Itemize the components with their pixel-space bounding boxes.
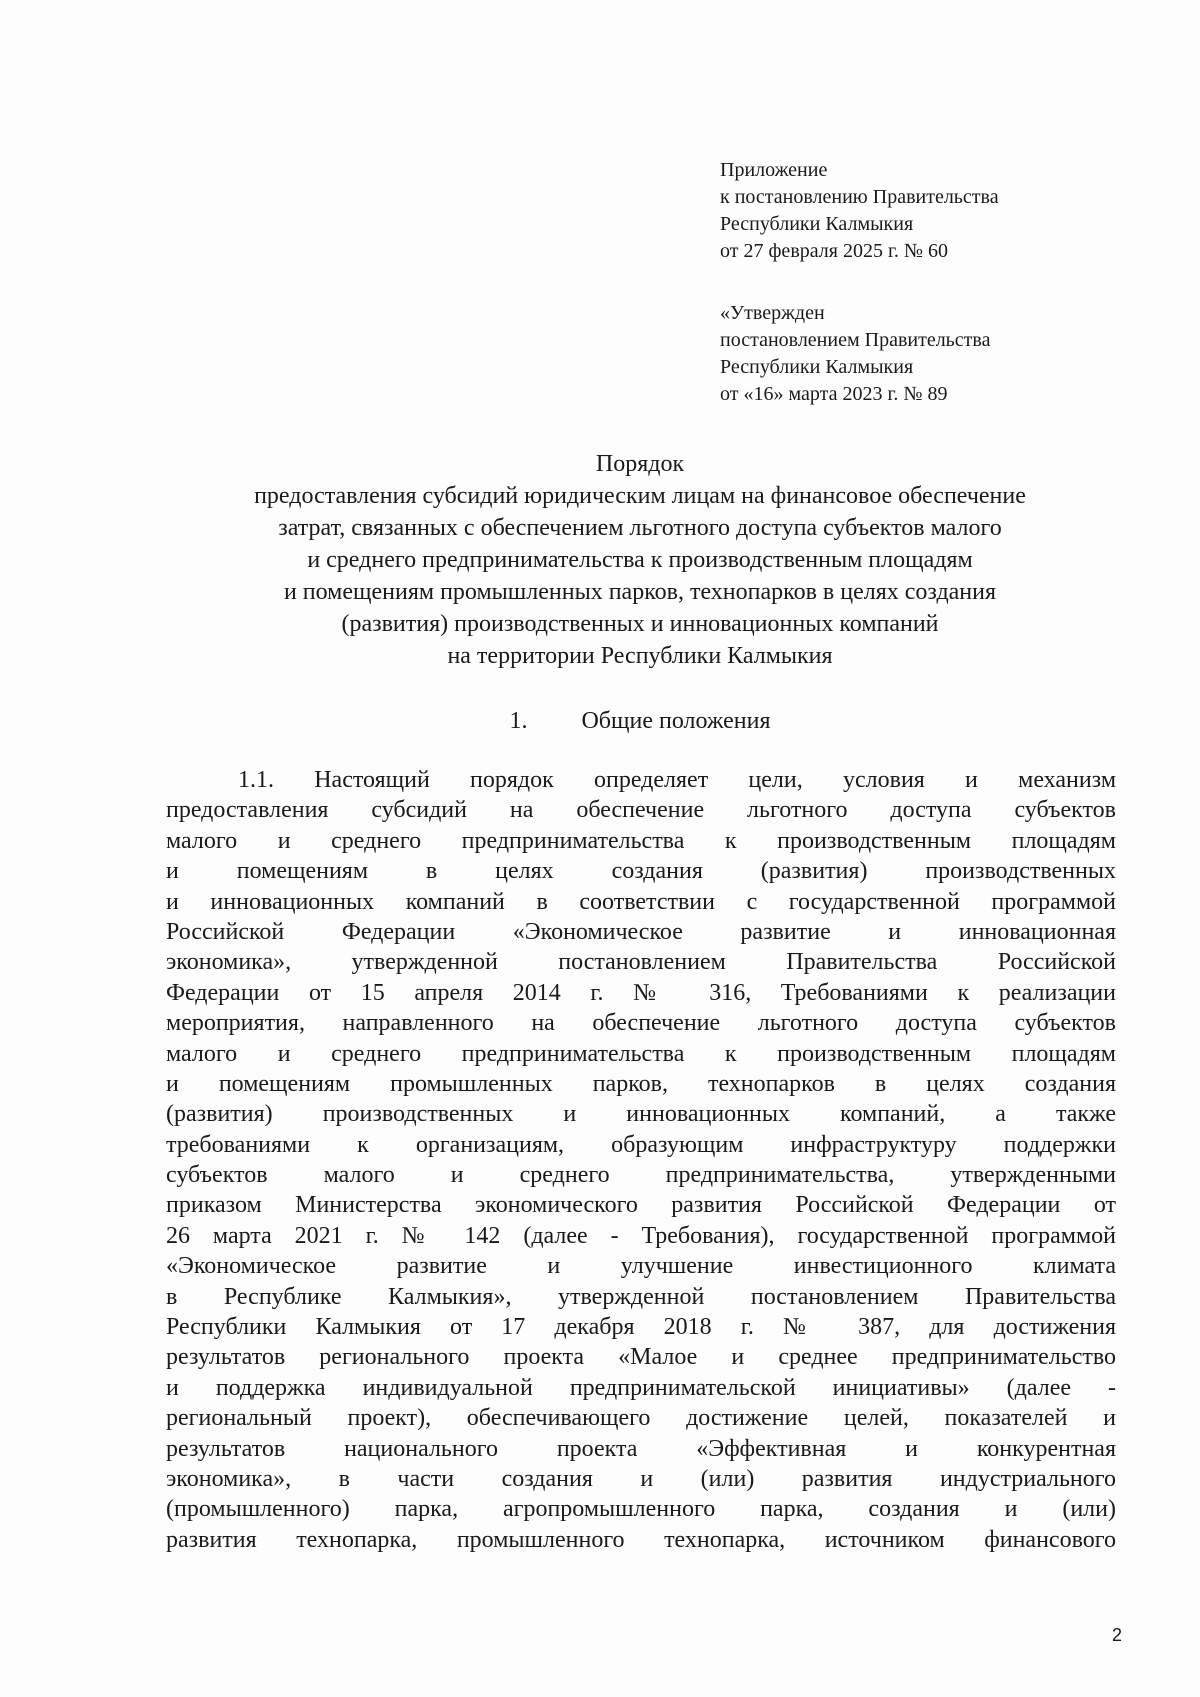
paragraph-line: малого и среднего предпринимательства к производственным площадям: [166, 1040, 1116, 1067]
appendix-header: [720, 157, 1160, 265]
paragraph-line: субъектов малого и среднего предпринимательства, утвержденными: [166, 1162, 1116, 1189]
section-title: Общие положения: [581, 708, 771, 734]
title-line: и среднего предпринимательства к производственным площадям: [307, 547, 973, 573]
approval-header: [720, 300, 1160, 408]
paragraph-line: результатов национального проекта «Эффективная и конкурентная: [166, 1435, 1116, 1462]
paragraph-line: региональный проект), обеспечивающего достижение целей, показателей и: [166, 1405, 1116, 1432]
paragraph-line: мероприятия, направленного на обеспечение льготного доступа субъектов: [166, 1010, 1116, 1037]
appendix-line: от 27 февраля 2025 г. № 60: [720, 240, 949, 262]
document-title: [150, 448, 1130, 672]
paragraph-line: результатов регионального проекта «Малое и среднее предпринимательство: [166, 1344, 1116, 1371]
approval-line: от «16» марта 2023 г. № 89: [720, 383, 948, 405]
approval-line: «Утвержден: [720, 302, 825, 324]
paragraph-line: экономика», в части создания и (или) развития индустриального: [166, 1465, 1116, 1492]
paragraph-line: и инновационных компаний в соответствии с государственной программой: [166, 888, 1116, 915]
paragraph-line: (развития) производственных и инновационных компаний, а также: [166, 1101, 1116, 1128]
appendix-line: к постановлению Правительства: [720, 186, 999, 208]
title-line: и помещениям промышленных парков, технопарков в целях создания: [283, 579, 997, 605]
paragraph-line: «Экономическое развитие и улучшение инвестиционного климата: [166, 1253, 1116, 1280]
paragraph-1-1: [166, 765, 1116, 1555]
paragraph-line: в Республике Калмыкия», утвержденной постановлением Правительства: [166, 1283, 1116, 1310]
paragraph-line: Российской Федерации «Экономическое развитие и инновационная: [166, 918, 1116, 945]
paragraph-line: (промышленного) парка, агропромышленного парка, создания и (или): [166, 1496, 1116, 1523]
approval-line: Республики Калмыкия: [720, 356, 914, 378]
paragraph-line: Федерации от 15 апреля 2014 г. № 316, Требованиями к реализации: [166, 979, 1116, 1006]
paragraph-line: экономика», утвержденной постановлением Правительства Российской: [166, 949, 1116, 976]
title-line: затрат, связанных с обеспечением льготного доступа субъектов малого: [278, 515, 1002, 541]
paragraph-line: и помещениям промышленных парков, технопарков в целях создания: [166, 1070, 1116, 1097]
approval-line: постановлением Правительства: [720, 329, 991, 351]
title-line: (развития) производственных и инновационных компаний: [341, 611, 939, 637]
paragraph-line: Республики Калмыкия от 17 декабря 2018 г. № 387, для достижения: [166, 1314, 1116, 1341]
title-line: на территории Республики Калмыкия: [447, 643, 833, 669]
title-line: Порядок: [595, 451, 685, 477]
title-line: предоставления субсидий юридическим лицам на финансовое обеспечение: [254, 483, 1026, 509]
section-number: 1.: [509, 708, 528, 734]
appendix-line: Приложение: [720, 159, 828, 181]
paragraph-line: 1.1. Настоящий порядок определяет цели, условия и механизм: [238, 767, 1116, 793]
section-heading: [150, 705, 1130, 737]
page-number: 2: [1111, 1625, 1122, 1645]
appendix-line: Республики Калмыкия: [720, 213, 914, 235]
paragraph-line: 26 марта 2021 г. № 142 (далее - Требования), государственной программой: [166, 1222, 1116, 1249]
paragraph-line: и поддержка индивидуальной предпринимательской инициативы» (далее -: [166, 1374, 1116, 1401]
paragraph-line: и помещениям в целях создания (развития) производственных: [166, 858, 1116, 885]
paragraph-line: малого и среднего предпринимательства к производственным площадям: [166, 827, 1116, 854]
paragraph-line: предоставления субсидий на обеспечение льготного доступа субъектов: [166, 797, 1116, 824]
paragraph-line: требованиями к организациям, образующим инфраструктуру поддержки: [166, 1131, 1116, 1158]
paragraph-line: развития технопарка, промышленного технопарка, источником финансового: [166, 1526, 1116, 1553]
paragraph-line: приказом Министерства экономического развития Российской Федерации от: [166, 1192, 1116, 1219]
